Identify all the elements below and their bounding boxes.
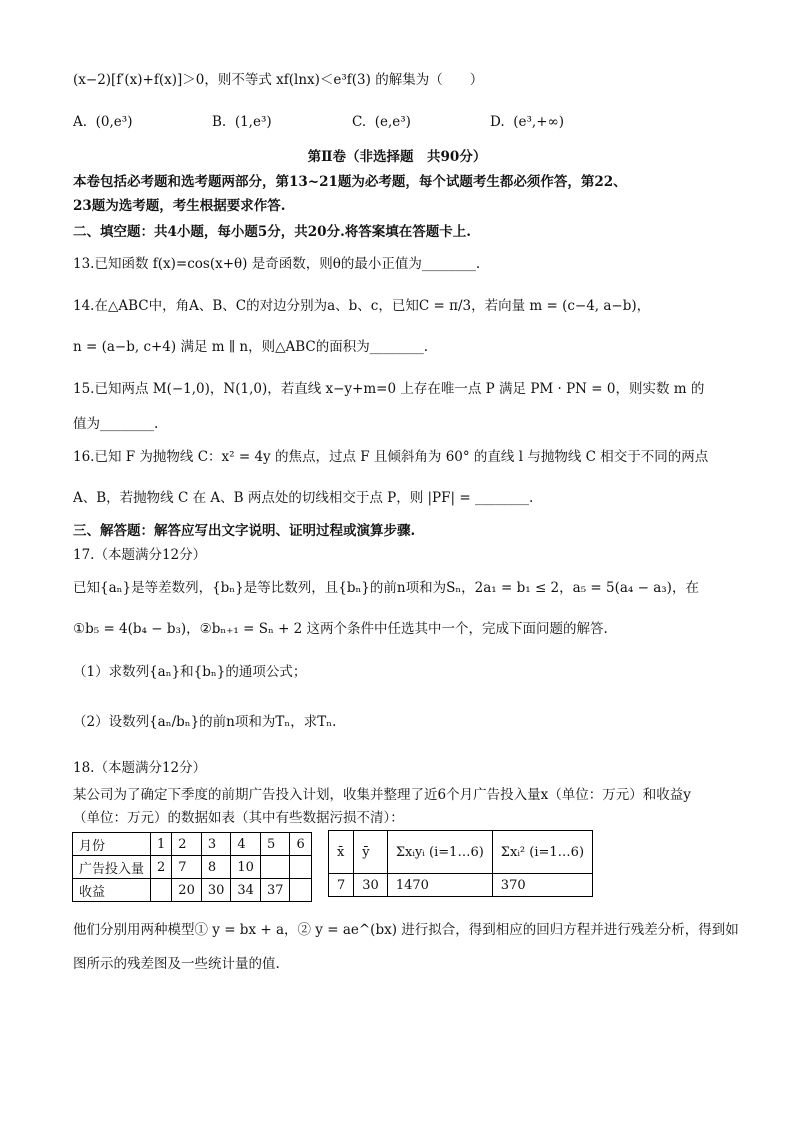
table-cell (151, 879, 172, 902)
question-16-line2: A、B，若抛物线 C 在 A、B 两点处的切线相交于点 P，则 |PF| = ________. (73, 490, 534, 506)
question-15-line1: 15.已知两点 M(−1,0)，N(1,0)，若直线 x−y+m=0 上存在唯一点 P 满足 PM · PN = 0，则实数 m 的 (73, 381, 705, 397)
table-cell (290, 879, 311, 902)
table-cell: 月份 (73, 833, 151, 856)
section2-title: 第Ⅱ卷（非选择题 共90分） (307, 149, 487, 165)
table-cell: 2 (151, 856, 172, 879)
table-row (73, 856, 312, 879)
question-17-head: 17.（本题满分12分） (73, 547, 207, 563)
table-cell: 370 (492, 874, 592, 897)
statistics-table (328, 830, 593, 897)
ad-data-table (72, 832, 312, 902)
choice-d-text: (e³,+∞) (513, 114, 565, 130)
table-cell: 30 (354, 874, 388, 897)
table-header-cell: x̄ (329, 831, 354, 874)
question-17-part2: （2）设数列{aₙ/bₙ}的前n项和为Tₙ，求Tₙ. (73, 714, 337, 730)
choice-d[interactable] (490, 112, 564, 132)
table-cell: 20 (172, 879, 202, 902)
question-14-line1: 14.在△ABC中，角A、B、C的对边分别为a、b、c，已知C = π/3，若向量 m = (c−4, a−b)， (73, 298, 651, 314)
question-15-line2: 值为________. (73, 416, 159, 432)
table-row (73, 833, 312, 856)
question-18-after-line1: 他们分别用两种模型① y = bx + a，② y = ae^(bx) 进行拟合，得到相应的回归方程并进行残差分析，得到如 (73, 922, 739, 938)
question-18-line2: （单位：万元）的数据如表（其中有些数据污损不清）： (73, 810, 404, 826)
question-12-condition: (x−2)[f′(x)+f(x)]＞0，则不等式 xf(lnx)＜e³f(3) 的解集为（ ） (73, 72, 484, 88)
table-cell: 4 (231, 833, 261, 856)
question-14-line2: n = (a−b, c+4) 满足 m ∥ n，则△ABC的面积为________. (73, 339, 428, 355)
table-cell: 收益 (73, 879, 151, 902)
table-cell: 2 (172, 833, 202, 856)
table-cell: 7 (172, 856, 202, 879)
question-18-after-line2: 图所示的残差图及一些统计量的值. (73, 956, 280, 972)
question-17-line2: ①b₅ = 4(b₄ − b₃)，②bₙ₊₁ = Sₙ + 2 这两个条件中任选其中一个，完成下面问题的解答. (73, 621, 608, 637)
table-cell: 广告投入量 (73, 856, 151, 879)
table-cell: 3 (201, 833, 231, 856)
choice-b-text: (1,e³) (234, 114, 272, 130)
table-cell: 30 (201, 879, 231, 902)
choice-a-text: (0,e³) (95, 114, 133, 130)
choice-b-label: B. (212, 114, 227, 130)
question-18-head: 18.（本题满分12分） (73, 760, 207, 776)
table-cell: 34 (231, 879, 261, 902)
table-header-cell: Σxᵢ² (i=1…6) (492, 831, 592, 874)
fill-in-heading: 二、填空题：共4小题，每小题5分，共20分.将答案填在答题卡上. (73, 224, 471, 240)
table-cell (260, 856, 290, 879)
section2-intro-line2: 23题为选考题，考生根据要求作答. (73, 198, 286, 214)
choice-b[interactable] (212, 112, 272, 132)
table-cell: 37 (260, 879, 290, 902)
table-row (329, 831, 593, 874)
table-row (329, 874, 593, 897)
table-cell (290, 856, 311, 879)
table-cell: 6 (290, 833, 311, 856)
question-17-part1: （1）求数列{aₙ}和{bₙ}的通项公式； (73, 664, 307, 680)
choice-a[interactable] (73, 112, 132, 132)
question-16-line1: 16.已知 F 为抛物线 C：x² = 4y 的焦点，过点 F 且倾斜角为 60° 的直线 l 与抛物线 C 相交于不同的两点 (73, 449, 709, 465)
table-header-cell: ȳ (354, 831, 388, 874)
question-18-line1: 某公司为了确定下季度的前期广告投入计划，收集并整理了近6个月广告投入量x（单位：万元）和收益y (73, 787, 691, 803)
table-cell: 7 (329, 874, 354, 897)
choice-d-label: D. (490, 114, 505, 130)
table-header-cell: Σxᵢyᵢ (i=1…6) (387, 831, 492, 874)
table-cell: 1470 (387, 874, 492, 897)
choice-c-text: (e,e³) (374, 114, 411, 130)
choice-a-label: A. (73, 114, 88, 130)
table-cell: 5 (260, 833, 290, 856)
choice-c-label: C. (352, 114, 367, 130)
question-13: 13.已知函数 f(x)=cos(x+θ) 是奇函数，则θ的最小正值为________. (73, 256, 481, 272)
table-row (73, 879, 312, 902)
table-cell: 8 (201, 856, 231, 879)
question-17-line1: 已知{aₙ}是等差数列，{bₙ}是等比数列，且{bₙ}的前n项和为Sₙ，2a₁ = b₁ ≤ 2，a₅ = 5(a₄ − a₃)，在 (73, 580, 699, 596)
answer-heading: 三、解答题：解答应写出文字说明、证明过程或演算步骤. (73, 523, 416, 539)
choice-c[interactable] (352, 112, 411, 132)
table-cell: 1 (151, 833, 172, 856)
table-cell: 10 (231, 856, 261, 879)
section2-intro-line1: 本卷包括必考题和选考题两部分，第13~21题为必考题，每个试题考生都必须作答，第22、 (73, 174, 627, 190)
